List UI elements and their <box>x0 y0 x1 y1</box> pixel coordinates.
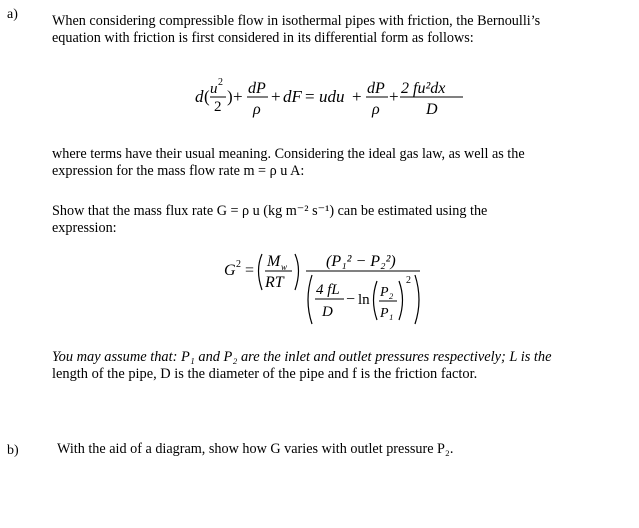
eq1-two: 2 <box>214 99 222 115</box>
eq2-d: D <box>322 304 333 320</box>
eq1-num: 2 fu²dx <box>401 80 446 97</box>
assumption-line-1: You may assume that: P₁ and P₂ are the inlet and outlet pressures respectively; L is the <box>52 349 552 365</box>
eq2-paren-right-1 <box>295 254 299 290</box>
eq2-numerator: (P₁² − P₂²) <box>326 253 396 270</box>
definitions-line-2: expression for the mass flow rate m = ρ u A: <box>52 163 305 179</box>
eq2-paren-right-3 <box>399 281 403 320</box>
eq2-paren-left-2 <box>308 275 312 324</box>
part-a-label: a) <box>7 7 18 22</box>
task-paragraph <box>52 203 606 237</box>
eq2-paren-left-1 <box>259 254 263 290</box>
eq1-rho-2: ρ <box>372 101 380 118</box>
part-b-text: With the aid of a diagram, show how G varies with outlet pressure P₂. <box>57 441 454 457</box>
eq1-close-paren: ) <box>227 87 233 106</box>
mass-flux-equation <box>222 244 432 330</box>
eq1-equals: = <box>305 87 315 106</box>
eq1-udu: udu <box>319 87 345 106</box>
eq1-df: dF <box>283 87 302 106</box>
assumption-paragraph <box>52 349 606 383</box>
assumption-line-2: length of the pipe, D is the diameter of the pipe and f is the friction factor. <box>52 366 478 382</box>
eq1-plus-4: + <box>389 87 399 106</box>
part-b-label: b) <box>7 443 19 458</box>
eq2-equals: = <box>245 262 255 279</box>
eq1-dp-2: dP <box>367 80 385 97</box>
eq2-rt: RT <box>265 274 284 291</box>
eq1-plus-2: + <box>271 87 281 106</box>
definitions-paragraph <box>52 146 606 180</box>
eq1-dp-1: dP <box>248 80 266 97</box>
bernoulli-equation <box>195 76 485 124</box>
eq1-u-exp: 2 <box>218 77 223 88</box>
eq2-minus: − <box>346 291 356 308</box>
eq1-open-paren: ( <box>204 87 210 106</box>
eq2-ln: ln <box>358 292 370 308</box>
intro-paragraph <box>52 13 606 47</box>
eq1-rho-1: ρ <box>253 101 261 118</box>
eq2-4fl: 4 fL <box>316 282 340 298</box>
eq2-mw: M <box>267 253 281 270</box>
eq2-p1: P₁ <box>380 306 394 321</box>
task-line-1: Show that the mass flux rate G = ρ u (kg m⁻² s⁻¹) can be estimated using the <box>52 203 488 219</box>
eq2-p2: P₂ <box>380 285 394 300</box>
eq2-paren-exp: 2 <box>406 275 411 286</box>
eq2-mw-sub: w <box>281 262 288 272</box>
eq1-d: d <box>195 87 204 106</box>
task-line-2: expression: <box>52 220 117 236</box>
intro-line-1: When considering compressible flow in isothermal pipes with friction, the Bernoulli’s <box>52 13 541 29</box>
definitions-line-1: where terms have their usual meaning. Considering the ideal gas law, as well as the <box>52 146 525 162</box>
intro-line-2: equation with friction is first considered in its differential form as follows: <box>52 30 474 46</box>
eq1-u: u <box>210 81 218 97</box>
eq2-g-exp: 2 <box>236 259 241 270</box>
eq1-plus-3: + <box>352 87 362 106</box>
eq2-paren-left-3 <box>374 281 378 320</box>
eq1-plus-1: + <box>233 87 243 106</box>
eq2-g: G <box>224 262 236 279</box>
eq1-d-denom: D <box>426 101 438 118</box>
eq2-paren-right-2 <box>415 275 419 324</box>
